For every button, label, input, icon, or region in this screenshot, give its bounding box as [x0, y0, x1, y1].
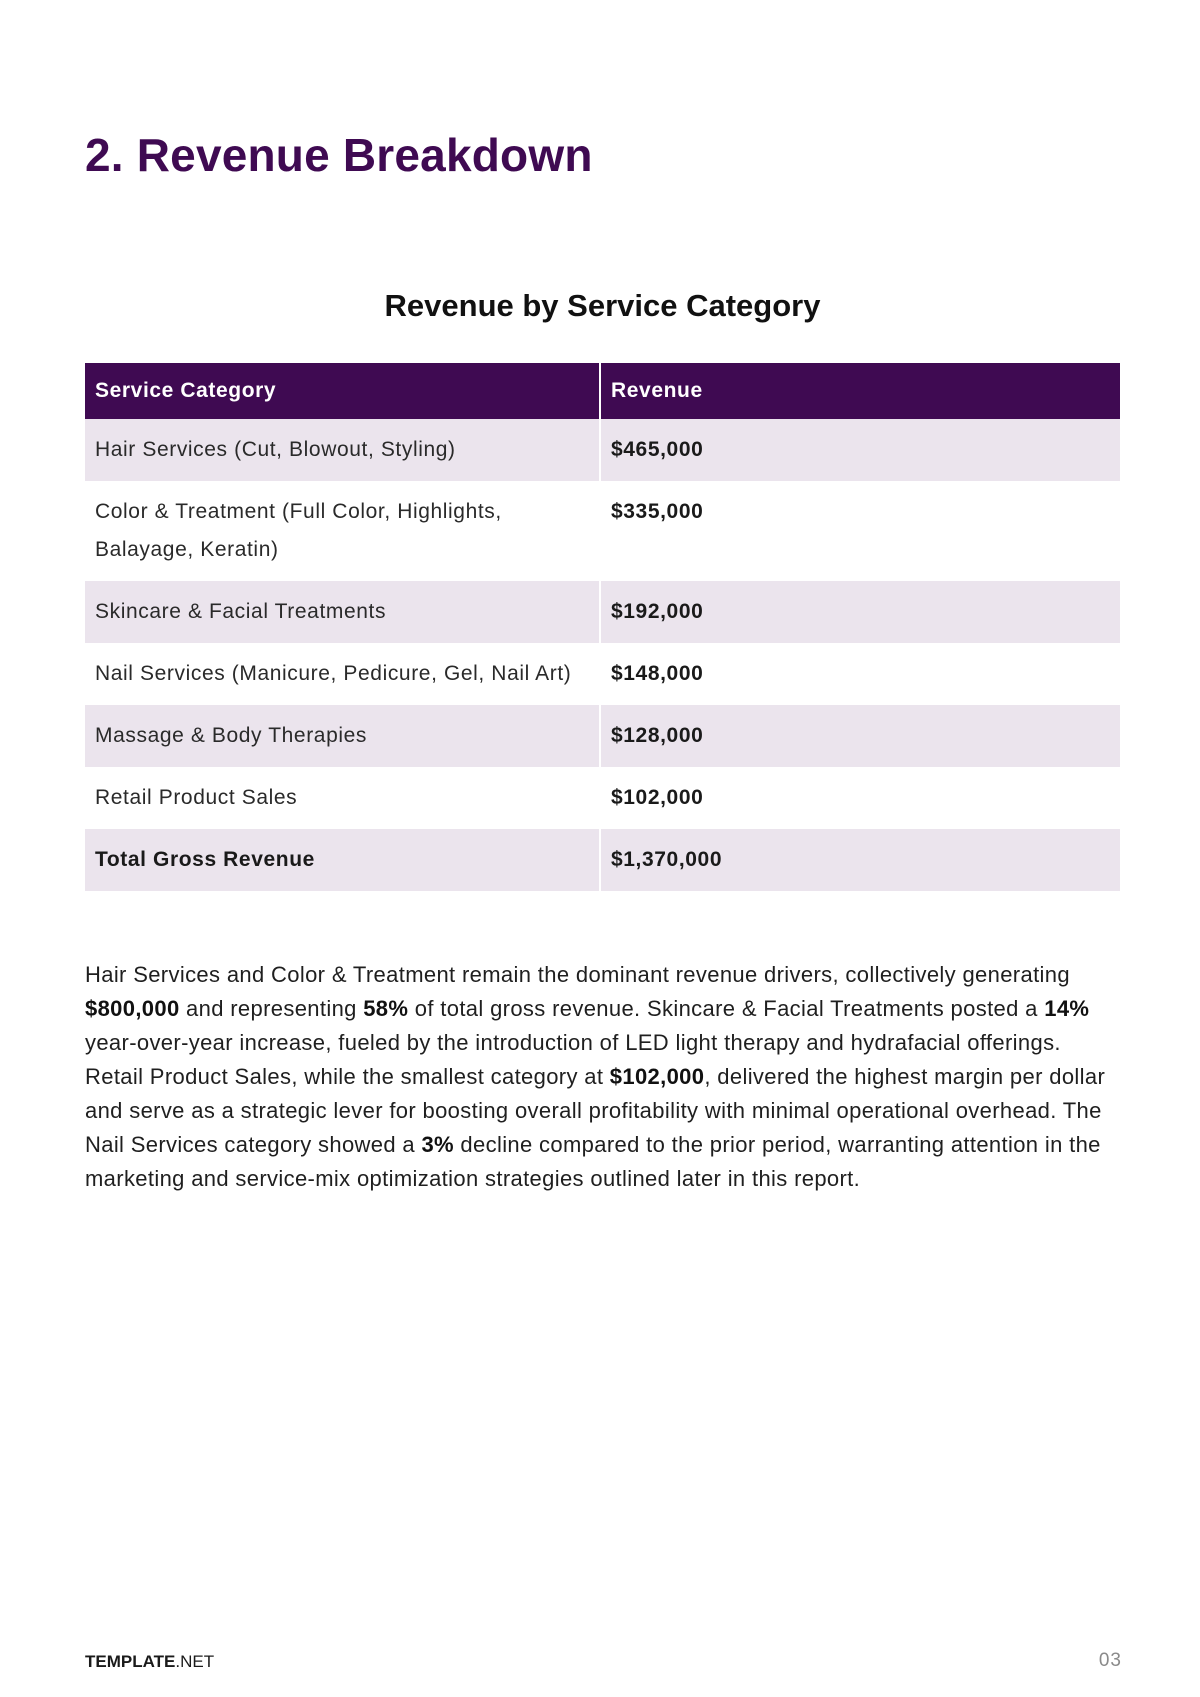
row-revenue: $465,000	[601, 419, 1120, 481]
summary-text: Hair Services and Color & Treatment remain the dominant revenue drivers, collectively generating	[85, 962, 1070, 987]
row-revenue: $102,000	[611, 786, 704, 809]
total-label: Total Gross Revenue	[85, 829, 601, 891]
summary-highlight: 14%	[1044, 996, 1090, 1021]
table-row	[85, 419, 1120, 481]
column-header-category: Service Category	[85, 363, 601, 419]
revenue-table	[85, 363, 1120, 891]
brand-name: TEMPLATE	[85, 1652, 176, 1671]
row-revenue: $128,000	[601, 705, 1120, 767]
row-category: Nail Services (Manicure, Pedicure, Gel, Nail Art)	[85, 643, 601, 705]
row-revenue: $335,000	[611, 500, 704, 523]
row-category: Hair Services (Cut, Blowout, Styling)	[85, 419, 601, 481]
total-revenue: $1,370,000	[601, 829, 1120, 891]
summary-highlight: $102,000	[609, 1064, 705, 1089]
summary-highlight: 3%	[421, 1132, 454, 1157]
table-row	[85, 705, 1120, 767]
summary-paragraph	[85, 958, 1125, 1196]
column-header-revenue: Revenue	[601, 363, 1120, 419]
table-row	[85, 643, 1120, 705]
table-row	[85, 581, 1120, 643]
summary-highlight: 58%	[363, 996, 409, 1021]
table-title: Revenue by Service Category	[384, 288, 821, 323]
table-row	[85, 481, 1120, 581]
row-category: Retail Product Sales	[85, 767, 601, 829]
brand-domain: .NET	[175, 1652, 215, 1671]
summary-text: year-over-year increase, fueled by the introduction of LED light therapy and hydrafacial offerings. Retail Product Sales, while the smallest category at	[85, 1030, 1061, 1089]
footer-brand-logo	[85, 1652, 214, 1672]
table-header-row	[85, 363, 1120, 419]
row-category: Massage & Body Therapies	[85, 705, 601, 767]
summary-highlight: $800,000	[85, 996, 180, 1021]
row-revenue: $148,000	[611, 662, 704, 685]
summary-text: decline compared to the prior period, warranting attention in the marketing and service-mix optimization strategies outlined later in this report.	[85, 1132, 1101, 1191]
table-row	[85, 767, 1120, 829]
summary-text: and representing	[179, 996, 364, 1021]
page-number: 03	[1098, 1650, 1122, 1671]
row-category: Skincare & Facial Treatments	[85, 581, 601, 643]
summary-text: of total gross revenue. Skincare & Facial Treatments posted a	[408, 996, 1045, 1021]
row-category: Color & Treatment (Full Color, Highlights, Balayage, Keratin)	[85, 481, 601, 581]
summary-text: , delivered the highest margin per dollar and serve as a strategic lever for boosting overall profitability with minimal operational overhead. The Nail Services category showed a	[85, 1064, 1106, 1157]
row-revenue: $192,000	[601, 581, 1120, 643]
table-total-row	[85, 829, 1120, 891]
section-title: 2. Revenue Breakdown	[85, 129, 593, 181]
